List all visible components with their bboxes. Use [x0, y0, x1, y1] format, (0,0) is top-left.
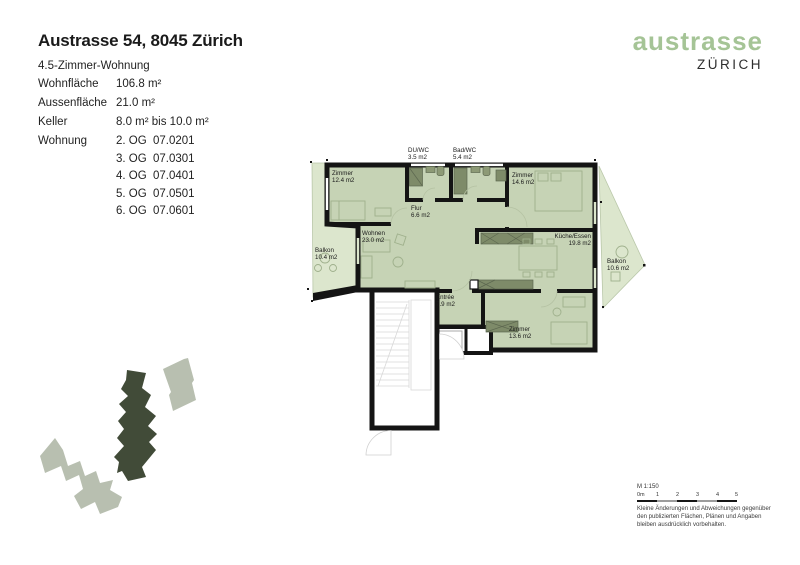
disclaimer-line: bleiben ausdrücklich vorbehalten. [637, 522, 727, 528]
spec-row [38, 97, 209, 116]
room-area: 10.4 m2 [315, 254, 338, 261]
floor-number: 07.0501 [153, 187, 195, 200]
room-label: Zimmer [509, 326, 530, 333]
room-label: Bad/WC [453, 147, 477, 154]
floor-level: 3. OG [116, 152, 147, 165]
scale-tick: 0m [637, 492, 645, 498]
floorplan-drawing [295, 140, 660, 460]
scale-tick-labels [637, 492, 737, 499]
floor-level: 2. OG [116, 135, 147, 147]
spec-row [38, 78, 209, 97]
scale-bar [637, 500, 737, 502]
spec-list [38, 78, 209, 135]
scale-block [637, 484, 747, 502]
floor-number: 07.0601 [153, 205, 195, 217]
floor-level: 5. OG [116, 187, 147, 200]
spec-value: 106.8 m² [116, 78, 162, 90]
floor-number: 07.0401 [153, 170, 195, 182]
spec-label: Aussenfläche [38, 97, 108, 109]
disclaimer [637, 505, 787, 529]
site-building-neutral-sw [40, 438, 122, 514]
floor-number: 07.0201 [153, 135, 195, 147]
room-area: 3.5 m2 [408, 154, 427, 161]
apartment-number-list [38, 135, 195, 223]
room-label: Balkon [315, 247, 334, 254]
brand-logo [633, 28, 763, 72]
floor-row [116, 188, 195, 206]
room-label: Zimmer [512, 172, 533, 179]
spec-value: 21.0 m² [116, 97, 155, 109]
wohnung-label: Wohnung [38, 135, 88, 147]
balcony-east-shape [599, 166, 645, 308]
spec-value: 8.0 m² bis 10.0 m² [116, 116, 209, 128]
scale-tick: 4 [716, 492, 720, 498]
room-label: Küche/Essen [554, 233, 591, 240]
room-label: Zimmer [332, 170, 353, 177]
room-area: 23.0 m2 [362, 237, 385, 244]
room-area: 6.6 m2 [411, 212, 430, 219]
floor-level: 4. OG [116, 170, 147, 182]
room-area: 13.6 m2 [509, 333, 532, 340]
site-plan [30, 350, 210, 530]
room-area: 10.6 m2 [607, 265, 630, 272]
spec-label: Wohnfläche [38, 78, 99, 90]
disclaimer-line: Kleine Änderungen und Abweichungen gegenüber [637, 506, 771, 512]
site-building-highlighted [114, 370, 157, 481]
brand-city: ZÜRICH [697, 57, 763, 72]
floor-number: 07.0301 [153, 152, 195, 165]
floor-row [116, 135, 195, 153]
floor-list [116, 135, 195, 223]
scale-label: M 1:150 [637, 484, 659, 490]
room-label: Wohnen [362, 230, 385, 237]
room-label: Balkon [607, 258, 626, 265]
spec-label: Keller [38, 116, 68, 128]
floor-row [116, 153, 195, 171]
scale-tick: 2 [676, 492, 680, 498]
room-area: 14.6 m2 [512, 179, 535, 186]
room-area: 12.4 m2 [332, 177, 355, 184]
disclaimer-line: den publizierten Flächen, Plänen und Angaben [637, 514, 762, 520]
room-label: Flur [411, 205, 422, 212]
floor-row [116, 170, 195, 188]
apartment-type: 4.5-Zimmer-Wohnung [38, 60, 150, 72]
page-title: Austrasse 54, 8045 Zürich [38, 31, 243, 50]
brand-wordmark: austrasse [632, 26, 763, 56]
spec-row [38, 116, 209, 135]
room-label: DU/WC [408, 147, 429, 154]
site-building-neutral-ne [163, 358, 196, 411]
scale-tick: 1 [656, 492, 660, 498]
room-area: 19.8 m2 [568, 240, 591, 247]
room-area: 5.4 m2 [453, 154, 472, 161]
scale-tick: 3 [696, 492, 700, 498]
floor-level: 6. OG [116, 205, 147, 217]
scale-tick: 5 [735, 492, 739, 498]
room-label: Entrée [436, 294, 455, 301]
room-area: 7.9 m2 [436, 301, 455, 308]
floor-row [116, 205, 195, 223]
